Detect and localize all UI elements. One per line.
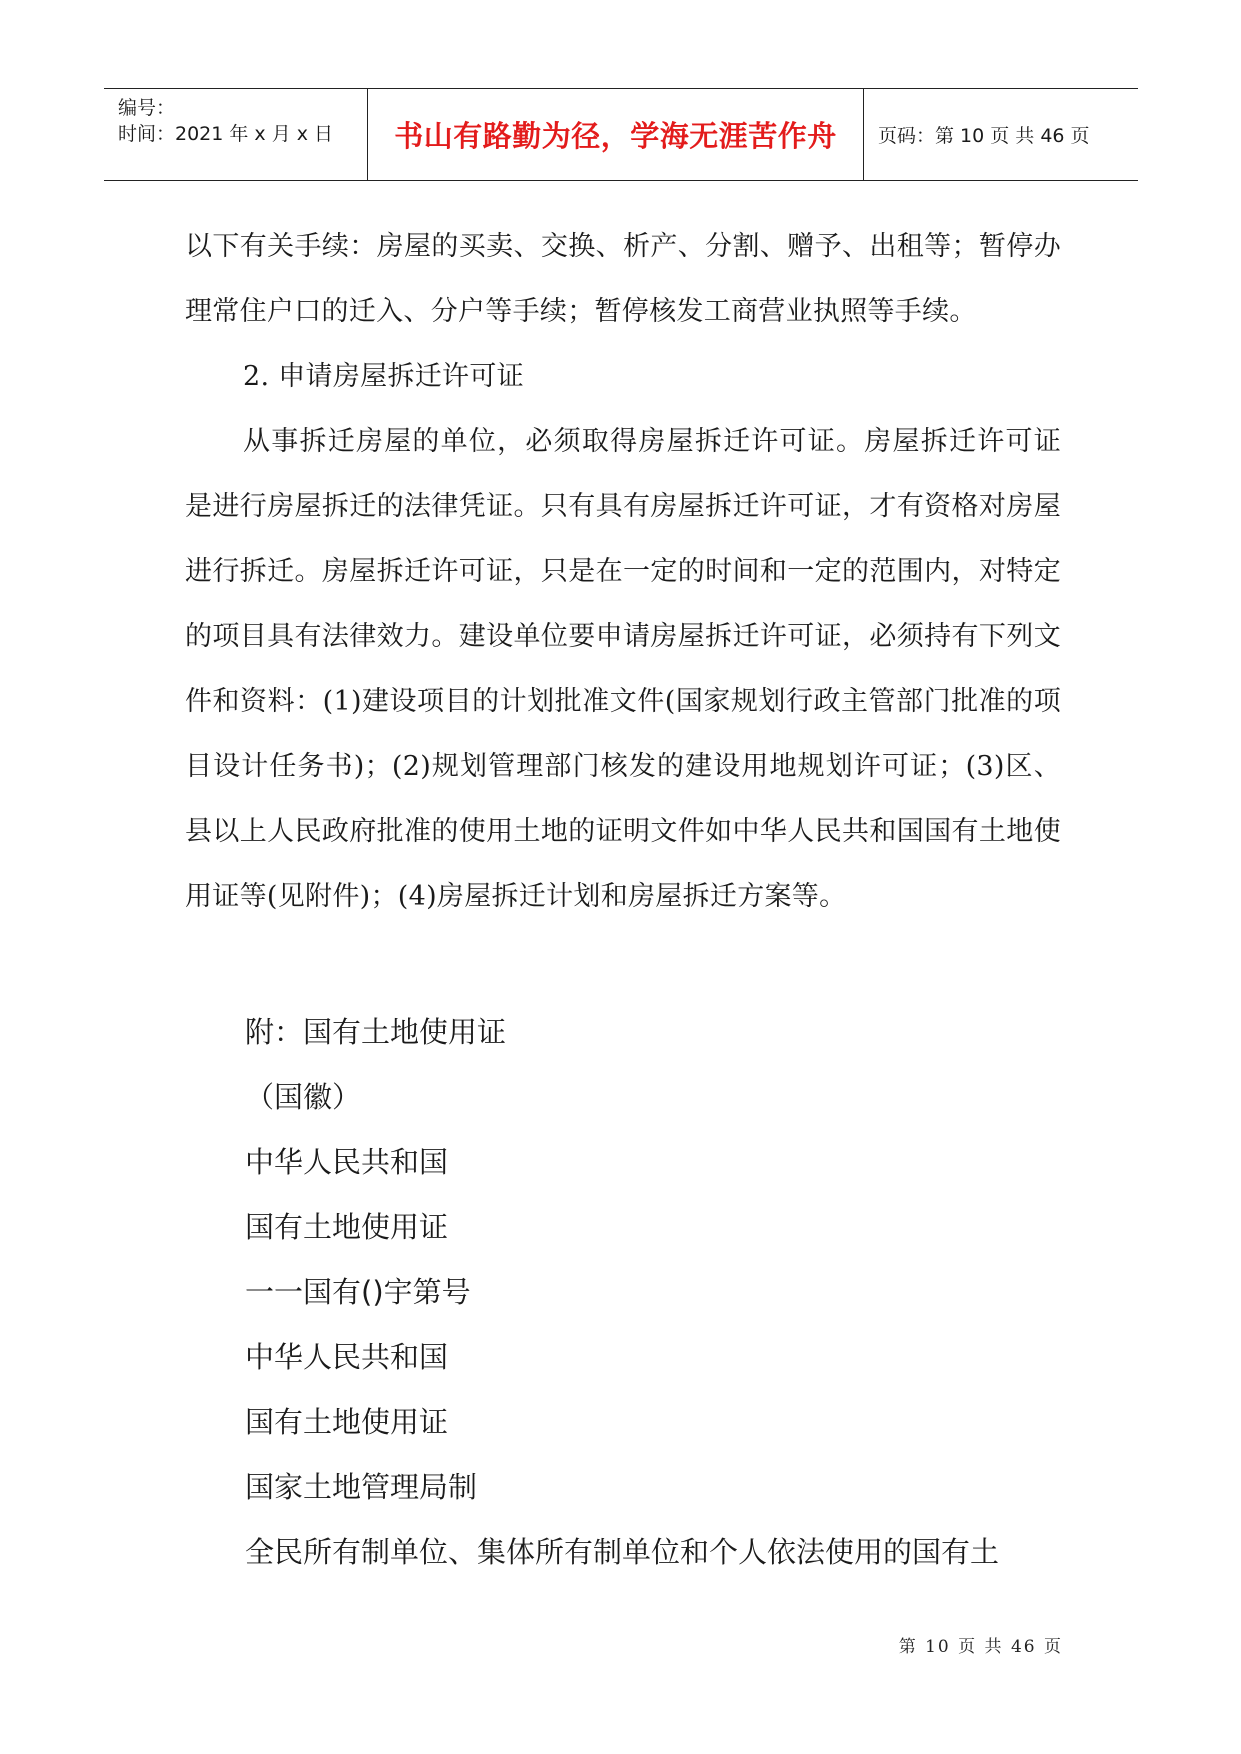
header-page-code: 页码：第 10 页 共 46 页 [878,125,1090,147]
header-motto: 书山有路勤为径，学海无涯苦作舟 [394,119,837,153]
appendix-title: 附：国有土地使用证 [245,1015,507,1049]
section-heading-permit: 2. 申请房屋拆迁许可证 [243,361,524,392]
appendix-line: 全民所有制单位、集体所有制单位和个人依法使用的国有土 [245,1535,1000,1569]
appendix-block [245,1000,1075,1585]
appendix-emblem-note: （国徽） [245,1080,362,1114]
page-header [104,88,1138,181]
paragraph-procedures: 以下有关手续：房屋的买卖、交换、析产、分割、赠予、出租等；暂停办理常住户口的迁入、分户等手续；暂停核发工商营业执照等手续。 [185,231,1061,327]
appendix-line: 国有土地使用证 [245,1405,449,1439]
header-page-cell [864,89,1138,180]
appendix-line: 中华人民共和国 [245,1340,449,1374]
document-body [185,214,1061,929]
appendix-line: 中华人民共和国 [245,1145,449,1179]
appendix-line: 国有土地使用证 [245,1210,449,1244]
appendix-line: 国家土地管理局制 [245,1470,478,1504]
appendix-line: 一一国有()宇第号 [245,1275,471,1309]
header-meta-cell [104,89,368,180]
header-time-label: 时间：2021 年 x 月 x 日 [118,123,334,145]
header-motto-cell [368,89,864,180]
header-number-label: 编号： [118,97,176,119]
page-footer-number: 第 10 页 共 46 页 [898,1637,1063,1657]
paragraph-permit-requirements: 从事拆迁房屋的单位，必须取得房屋拆迁许可证。房屋拆迁许可证是进行房屋拆迁的法律凭证。只有具有房屋拆迁许可证，才有资格对房屋进行拆迁。房屋拆迁许可证，只是在一定的时间和一定的范围内，对特定的项目具有法律效力。建设单位要申请房屋拆迁许可证，必须持有下列文件和资料：(1)建设项目的计划批准文件(国家规划行政主管部门批准的项目设计任务书)；(2)规划管理部门核发的建设用地规划许可证；(3)区、县以上人民政府批准的使用土地的证明文件如中华人民共和国国有土地使用证等(见附件)；(4)房屋拆迁计划和房屋拆迁方案等。 [185,426,1061,912]
